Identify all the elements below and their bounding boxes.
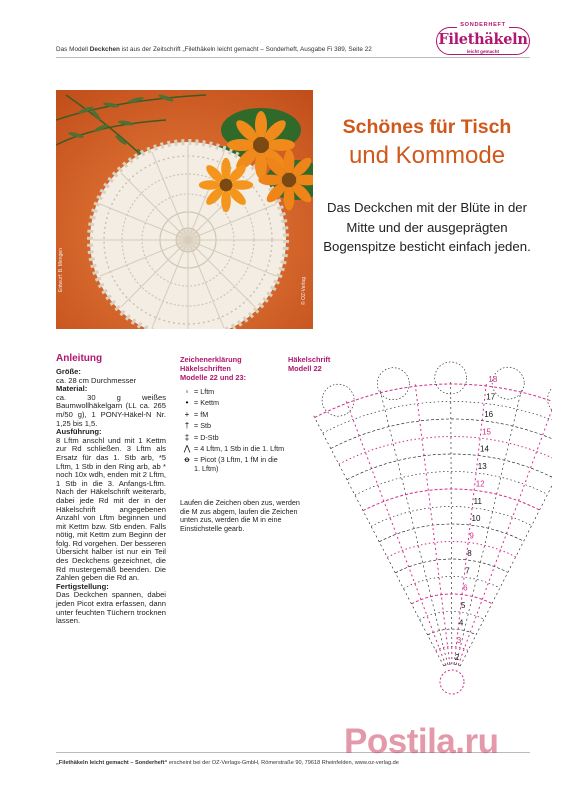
- photo-credit-copyright: © OZ-Verlag: [301, 277, 307, 305]
- double-crochet-icon: †: [184, 421, 190, 431]
- chart-round-label: 17: [486, 392, 496, 402]
- legend-row: + = fM: [180, 411, 285, 419]
- legend-row: ◦ = Lftm: [180, 388, 285, 396]
- legend-row: ⋀ = 4 Lftm, 1 Stb in die 1. Lftm: [180, 445, 285, 453]
- article-title-line1: Schönes für Tisch: [342, 116, 512, 138]
- chart-picot-scallop: [435, 362, 467, 394]
- chain-stitch-icon: ◦: [185, 387, 189, 396]
- logo-subtitle: leicht gemacht: [466, 49, 500, 54]
- doily-photo: [56, 90, 313, 329]
- legend-row: ꝋ = Picot (3 Lftm, 1 fM in die 1. Lftm): [180, 456, 285, 473]
- chart-stitch-spoke: [451, 382, 452, 664]
- treble-crochet-icon: ‡: [184, 432, 190, 442]
- chart-round-label: 14: [480, 444, 489, 454]
- chart-round-label: 2: [454, 653, 460, 663]
- chart-stitch-spoke: [346, 401, 446, 665]
- single-crochet-icon: +: [184, 409, 190, 419]
- photo-credit-design: Entwurf: B. Mengen: [58, 248, 64, 292]
- finishing-label: Fertigstellung:: [56, 581, 109, 591]
- legend-row: ‡ = D-Stb: [180, 434, 285, 442]
- chart-center-ring: [440, 670, 464, 694]
- chart-stitch-spoke: [415, 384, 450, 664]
- chart-round-label: 18: [488, 375, 498, 385]
- watermark: Postila.ru: [344, 722, 499, 761]
- chart-round-label: 8: [467, 548, 472, 558]
- chart-picot-scallop: [377, 368, 409, 400]
- execution-text: 8 Lftm anschl und mit 1 Kettm zur Rd schließen. 3 Lftm als Ersatz für das 1. Stb arb, *5 Lftm, 1 Stb in den Ring arb, ab * noch 10x wdh, enden mit 2 Lftm, 1 Stb in die 3. Anfangs-Lftm. Nach der Häkelschrift weiterarb, dabei jede Rd mit der in der Häkelschrift angegebenen Anzahl von Lftm beginnen und mit Kettm bzw. Stb enden. Falls nötig, mit Kettm zum Beginn der folg. Rd vorgehen. Der besseren Übersicht halber ist nur ein Teil des Deckchens gezeichnet, die Rd mustergemäß beenden. Die Zahlen geben die Rd an.: [56, 435, 166, 583]
- legend-title: Zeichenerklärung Häkelschriften Modelle 22 und 23:: [180, 355, 247, 382]
- crochet-chart: [282, 352, 552, 727]
- chart-stitch-spoke: [460, 415, 552, 666]
- article-title-line2: und Kommode: [348, 142, 506, 169]
- source-line: Das Modell Deckchen ist aus der Zeitschrift „Filethäkeln leicht gemacht – Sonderheft, Ausgabe Fi 389, Seite 22: [56, 46, 372, 53]
- material-text: ca. 30 g weißes Baumwollhäkelgarn (LL ca. 265 m/50 g), 1 PONY-Häkel-N Nr. 1,25 bis 1,5.: [56, 392, 166, 428]
- footer-note: „Filethäkeln leicht gemacht – Sonderheft“ erscheint bei der OZ-Verlags-GmbH, Römerstraße 90, 79618 Rheinfelden, www.oz-verlag.de: [56, 760, 399, 766]
- chart-round-arc: [339, 437, 552, 465]
- instructions-text: [56, 368, 166, 626]
- chart-round-label: 7: [465, 566, 470, 576]
- chart-round-arc: [347, 454, 552, 480]
- size-label: Größe:: [56, 367, 81, 376]
- chart-round-arc: [395, 559, 508, 576]
- symbol-legend: [180, 388, 285, 476]
- size-text: ca. 28 cm Durchmesser: [56, 375, 137, 385]
- chart-round-label: 16: [484, 409, 494, 419]
- chart-stitch-spoke: [314, 416, 444, 666]
- chart-round-label: 11: [473, 496, 482, 506]
- chain-stitch-combo-icon: ⋀: [183, 444, 191, 454]
- source-model-name: Deckchen: [89, 46, 120, 53]
- magazine-logo: [436, 22, 530, 60]
- legend-row: • = Kettm: [180, 399, 285, 407]
- material-label: Material:: [56, 384, 88, 394]
- execution-label: Ausführung:: [56, 427, 102, 437]
- instructions-heading: Anleitung: [56, 353, 103, 364]
- chart-round-label: 10: [471, 514, 481, 524]
- legend-row: † = Stb: [180, 422, 285, 430]
- logo-overline: SONDERHEFT: [436, 22, 530, 28]
- chart-round-label: 5: [461, 601, 466, 610]
- chart-round-label: 13: [477, 462, 487, 472]
- legend-note: Laufen die Zeichen oben zus, werden die M zus abgem, laufen die Zeichen unten zus, werden die M in eine Einstichstelle gearb.: [180, 498, 300, 533]
- chart-round-label: 12: [475, 479, 485, 489]
- picot-icon: ꝋ: [184, 455, 190, 465]
- chart-round-label: 15: [482, 427, 492, 437]
- chart-round-label: 9: [469, 531, 474, 541]
- chart-round-label: 3: [456, 635, 462, 645]
- chart-round-arc: [331, 419, 552, 449]
- article-lead: Das Deckchen mit der Blüte in der Mitte und der ausgeprägten Bogenspitze besticht einfach jeden.: [323, 200, 531, 254]
- chart-picot-scallop: [322, 384, 354, 416]
- finishing-text: Das Deckchen spannen, dabei jeden Picot extra erfassen, dann unter feuchten Tüchern trocknen lassen.: [56, 590, 166, 626]
- logo-title: Filethäkeln: [438, 31, 528, 48]
- chart-title: Häkelschrift Modell 22: [288, 355, 331, 373]
- chart-stitch-spoke: [380, 391, 448, 665]
- slip-stitch-icon: •: [185, 398, 189, 408]
- chart-round-arc: [444, 664, 461, 666]
- chart-round-label: 4: [458, 618, 464, 628]
- chart-round-label: 6: [463, 583, 468, 593]
